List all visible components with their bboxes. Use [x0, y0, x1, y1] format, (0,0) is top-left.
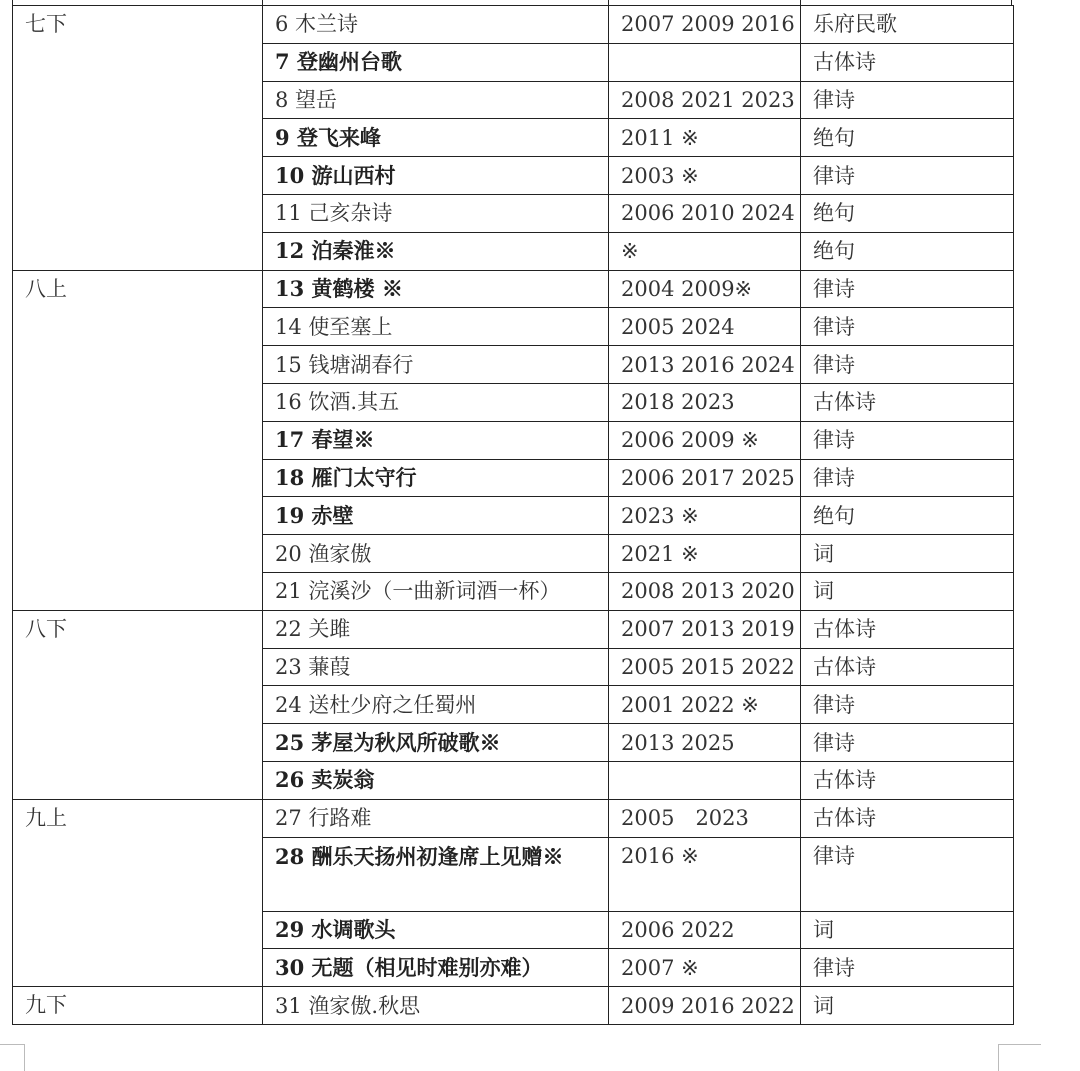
- exam-years-cell: 2016 ※: [609, 837, 801, 911]
- exam-years-cell: [609, 43, 801, 81]
- poem-form-cell: 律诗: [801, 421, 1014, 459]
- poem-title-cell: 27 行路难: [263, 799, 609, 837]
- poem-title-cell: 8 望岳: [263, 81, 609, 119]
- poem-title-cell: 26 卖炭翁: [263, 761, 609, 799]
- poem-form-cell: 律诗: [801, 270, 1014, 308]
- poem-form-cell: 词: [801, 911, 1014, 949]
- poem-title-cell: 18 雁门太守行: [263, 459, 609, 497]
- poem-title-cell: 30 无题（相见时难别亦难）: [263, 949, 609, 987]
- poem-title-cell: 16 饮酒.其五: [263, 383, 609, 421]
- exam-years-cell: 2003 ※: [609, 157, 801, 195]
- poem-title-cell: 6 木兰诗: [263, 6, 609, 44]
- poem-title-cell: 9 登飞来峰: [263, 119, 609, 157]
- exam-years-cell: 2005 2015 2022: [609, 648, 801, 686]
- exam-years-cell: 2006 2009 ※: [609, 421, 801, 459]
- poem-form-cell: 绝句: [801, 194, 1014, 232]
- poem-form-cell: 绝句: [801, 232, 1014, 270]
- exam-years-cell: 2008 2021 2023: [609, 81, 801, 119]
- exam-years-cell: 2001 2022 ※: [609, 686, 801, 724]
- poem-table: [12, 5, 1014, 1025]
- poem-form-cell: 律诗: [801, 949, 1014, 987]
- poem-form-cell: 古体诗: [801, 383, 1014, 421]
- poem-title-cell: 19 赤壁: [263, 497, 609, 535]
- grade-cell: 七下: [13, 6, 263, 271]
- table-row: [13, 799, 1014, 837]
- poem-title-cell: 25 茅屋为秋风所破歌※: [263, 724, 609, 762]
- poem-form-cell: 古体诗: [801, 761, 1014, 799]
- poem-title-cell: 31 渔家傲.秋思: [263, 987, 609, 1025]
- exam-years-cell: 2018 2023: [609, 383, 801, 421]
- exam-years-cell: 2023 ※: [609, 497, 801, 535]
- poem-title-cell: 24 送杜少府之任蜀州: [263, 686, 609, 724]
- grade-cell: 九上: [13, 799, 263, 986]
- exam-years-cell: 2013 2025: [609, 724, 801, 762]
- poem-title-cell: 15 钱塘湖春行: [263, 346, 609, 384]
- poem-form-cell: 律诗: [801, 346, 1014, 384]
- poem-form-cell: 词: [801, 572, 1014, 610]
- crop-mark-left: [0, 1044, 25, 1071]
- poem-form-cell: 词: [801, 987, 1014, 1025]
- exam-years-cell: 2004 2009※: [609, 270, 801, 308]
- poem-form-cell: 律诗: [801, 724, 1014, 762]
- poem-title-cell: 17 春望※: [263, 421, 609, 459]
- exam-years-cell: 2005 2024: [609, 308, 801, 346]
- poem-form-cell: 绝句: [801, 119, 1014, 157]
- poem-title-cell: 29 水调歌头: [263, 911, 609, 949]
- poem-title-cell: 22 关雎: [263, 610, 609, 648]
- poem-form-cell: 古体诗: [801, 43, 1014, 81]
- poem-title-cell: 21 浣溪沙（一曲新词酒一杯）: [263, 572, 609, 610]
- exam-years-cell: ※: [609, 232, 801, 270]
- poem-form-cell: 古体诗: [801, 799, 1014, 837]
- exam-years-cell: 2007 2009 2016: [609, 6, 801, 44]
- poem-form-cell: 词: [801, 535, 1014, 573]
- exam-years-cell: 2011 ※: [609, 119, 801, 157]
- exam-years-cell: 2007 2013 2019: [609, 610, 801, 648]
- poem-title-cell: 13 黄鹤楼 ※: [263, 270, 609, 308]
- poem-form-cell: 乐府民歌: [801, 6, 1014, 44]
- exam-years-cell: 2006 2017 2025: [609, 459, 801, 497]
- poem-title-cell: 28 酬乐天扬州初逢席上见赠※: [263, 837, 609, 911]
- grade-cell: 八上: [13, 270, 263, 610]
- poem-title-cell: 20 渔家傲: [263, 535, 609, 573]
- poem-title-cell: 10 游山西村: [263, 157, 609, 195]
- poem-title-cell: 12 泊秦淮※: [263, 232, 609, 270]
- poem-table-body: [13, 6, 1014, 1025]
- poem-form-cell: 绝句: [801, 497, 1014, 535]
- poem-form-cell: 律诗: [801, 686, 1014, 724]
- poem-title-cell: 7 登幽州台歌: [263, 43, 609, 81]
- table-row: [13, 270, 1014, 308]
- poem-form-cell: 古体诗: [801, 610, 1014, 648]
- poem-title-cell: 11 己亥杂诗: [263, 194, 609, 232]
- exam-years-cell: [609, 761, 801, 799]
- poem-form-cell: 律诗: [801, 459, 1014, 497]
- poem-form-cell: 律诗: [801, 157, 1014, 195]
- poem-title-cell: 23 蒹葭: [263, 648, 609, 686]
- poem-form-cell: 律诗: [801, 837, 1014, 911]
- poem-form-cell: 古体诗: [801, 648, 1014, 686]
- exam-years-cell: 2008 2013 2020: [609, 572, 801, 610]
- exam-years-cell: 2021 ※: [609, 535, 801, 573]
- exam-years-cell: 2006 2022: [609, 911, 801, 949]
- crop-mark-right: [998, 1044, 1041, 1071]
- exam-years-cell: 2009 2016 2022: [609, 987, 801, 1025]
- poem-form-cell: 律诗: [801, 308, 1014, 346]
- poem-form-cell: 律诗: [801, 81, 1014, 119]
- exam-years-cell: 2013 2016 2024: [609, 346, 801, 384]
- table-row: [13, 987, 1014, 1025]
- table-row: [13, 6, 1014, 44]
- exam-years-cell: 2007 ※: [609, 949, 801, 987]
- grade-cell: 九下: [13, 987, 263, 1025]
- exam-years-cell: 2006 2010 2024: [609, 194, 801, 232]
- grade-cell: 八下: [13, 610, 263, 799]
- exam-years-cell: 2005 2023: [609, 799, 801, 837]
- poem-title-cell: 14 使至塞上: [263, 308, 609, 346]
- table-row: [13, 610, 1014, 648]
